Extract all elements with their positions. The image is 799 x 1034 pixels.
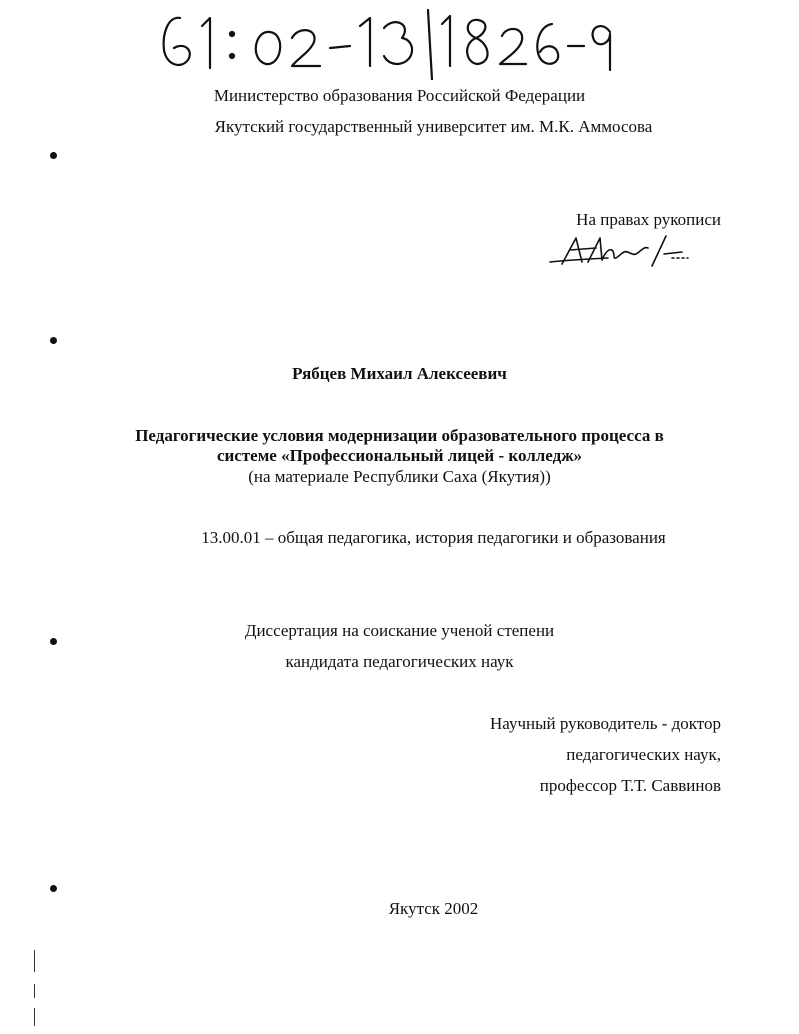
author-name: Рябцев Михаил Алексеевич	[292, 364, 507, 383]
supervisor-line1: Научный руководитель - доктор	[490, 714, 721, 733]
university-line: Якутский государственный университет им. М.К. Аммосова	[214, 117, 653, 136]
handwritten-catalog-number	[150, 4, 620, 80]
scan-dot	[50, 152, 57, 159]
supervisor-line2: педагогических наук,	[566, 745, 721, 764]
scan-dot	[50, 885, 57, 892]
scan-tick	[34, 950, 35, 972]
scan-dot	[50, 337, 57, 344]
thesis-title-line2: системе «Профессиональный лицей - колледж»	[216, 446, 583, 465]
thesis-subtitle: (на материале Республики Саха (Якутия))	[248, 467, 551, 486]
city-year: Якутск 2002	[388, 899, 479, 918]
thesis-title-line1: Педагогические условия модернизации образовательного процесса в	[135, 426, 664, 445]
scan-dot	[50, 638, 57, 645]
scan-tick	[34, 1008, 35, 1026]
scan-tick	[34, 984, 35, 998]
supervisor-line3: профессор Т.Т. Саввинов	[539, 776, 721, 795]
ministry-line: Министерство образования Российской Федерации	[213, 86, 586, 105]
degree-line1: Диссертация на соискание ученой степени	[244, 621, 555, 640]
signature-image	[548, 232, 693, 270]
specialty-line: 13.00.01 – общая педагогика, история педагогики и образования	[201, 528, 666, 547]
degree-line2: кандидата педагогических наук	[285, 652, 514, 671]
rights-label: На правах рукописи	[576, 210, 721, 229]
